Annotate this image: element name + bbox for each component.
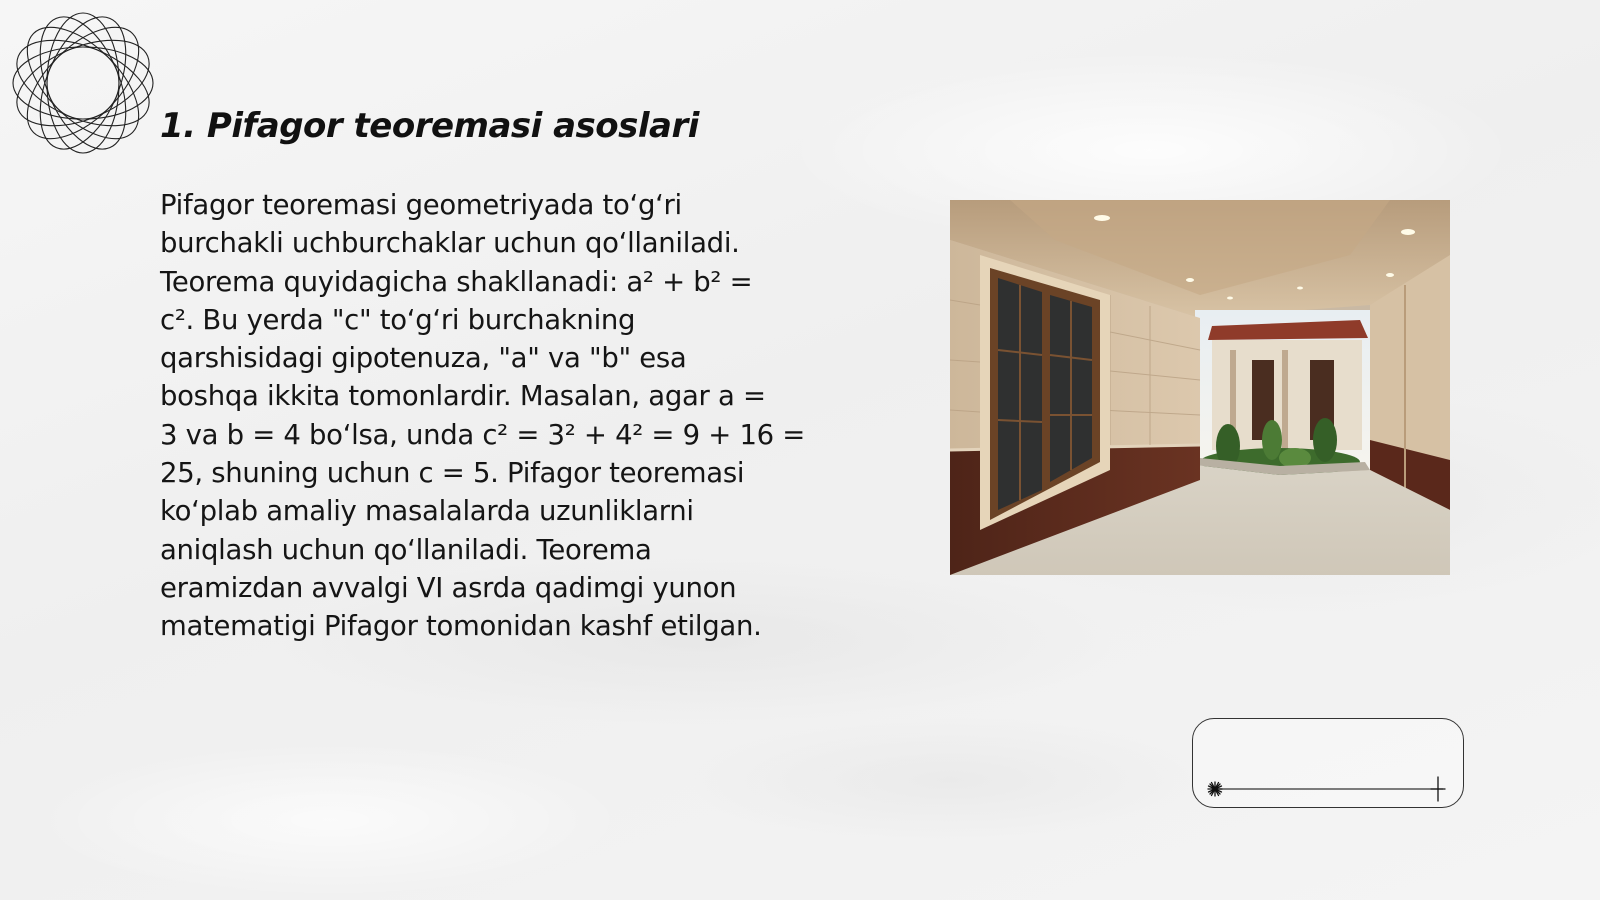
slide-title: 1. Pifagor teoremasi asoslari: [160, 106, 699, 146]
rosette-petal: [10, 23, 156, 143]
rosette-petal: [23, 10, 143, 156]
rosette-petal: [47, 13, 119, 153]
body-line: c². Bu yerda "c" to‘g‘ri burchakning: [160, 303, 636, 336]
body-paragraph: [160, 186, 865, 646]
starburst-icon: [1208, 782, 1222, 796]
body-line: burchakli uchburchaklar uchun qo‘llaniladi.: [160, 227, 740, 260]
body-line: 3 va b = 4 bo‘lsa, unda c² = 3² + 4² = 9 + 16 =: [160, 418, 806, 451]
body-line: eramizdan avvalgi VI asrda qadimgi yunon: [160, 571, 737, 604]
rosette-center-ring: [47, 47, 119, 119]
decorative-line-card: [1192, 718, 1464, 808]
body-line: qarshisidagi gipotenuza, "a" va "b" esa: [160, 342, 687, 375]
rosette-petal: [10, 23, 156, 143]
rosette-petal: [10, 10, 156, 156]
sparkle-cross-icon: [1431, 777, 1445, 801]
body-line: boshqa ikkita tomonlardir. Masalan, agar a =: [160, 380, 766, 413]
body-line: Teorema quyidagicha shakllanadi: a² + b² =: [160, 265, 753, 298]
body-line: 25, shuning uchun c = 5. Pifagor teoremasi: [160, 457, 745, 490]
rosette-petal: [23, 10, 143, 156]
rosette-petal: [13, 47, 153, 119]
courtyard-veranda-photo: [950, 200, 1450, 575]
body-line: Pifagor teoremasi geometriyada to‘g‘ri: [160, 189, 682, 221]
rosette-petal: [10, 10, 156, 156]
body-line: aniqlash uchun qo‘llaniladi. Teorema: [160, 533, 652, 566]
rosette-ornament-icon: [10, 10, 156, 156]
body-line: matematigi Pifagor tomonidan kashf etilgan.: [160, 610, 762, 643]
body-line: ko‘plab amaliy masalalarda uzunliklarni: [160, 495, 694, 528]
